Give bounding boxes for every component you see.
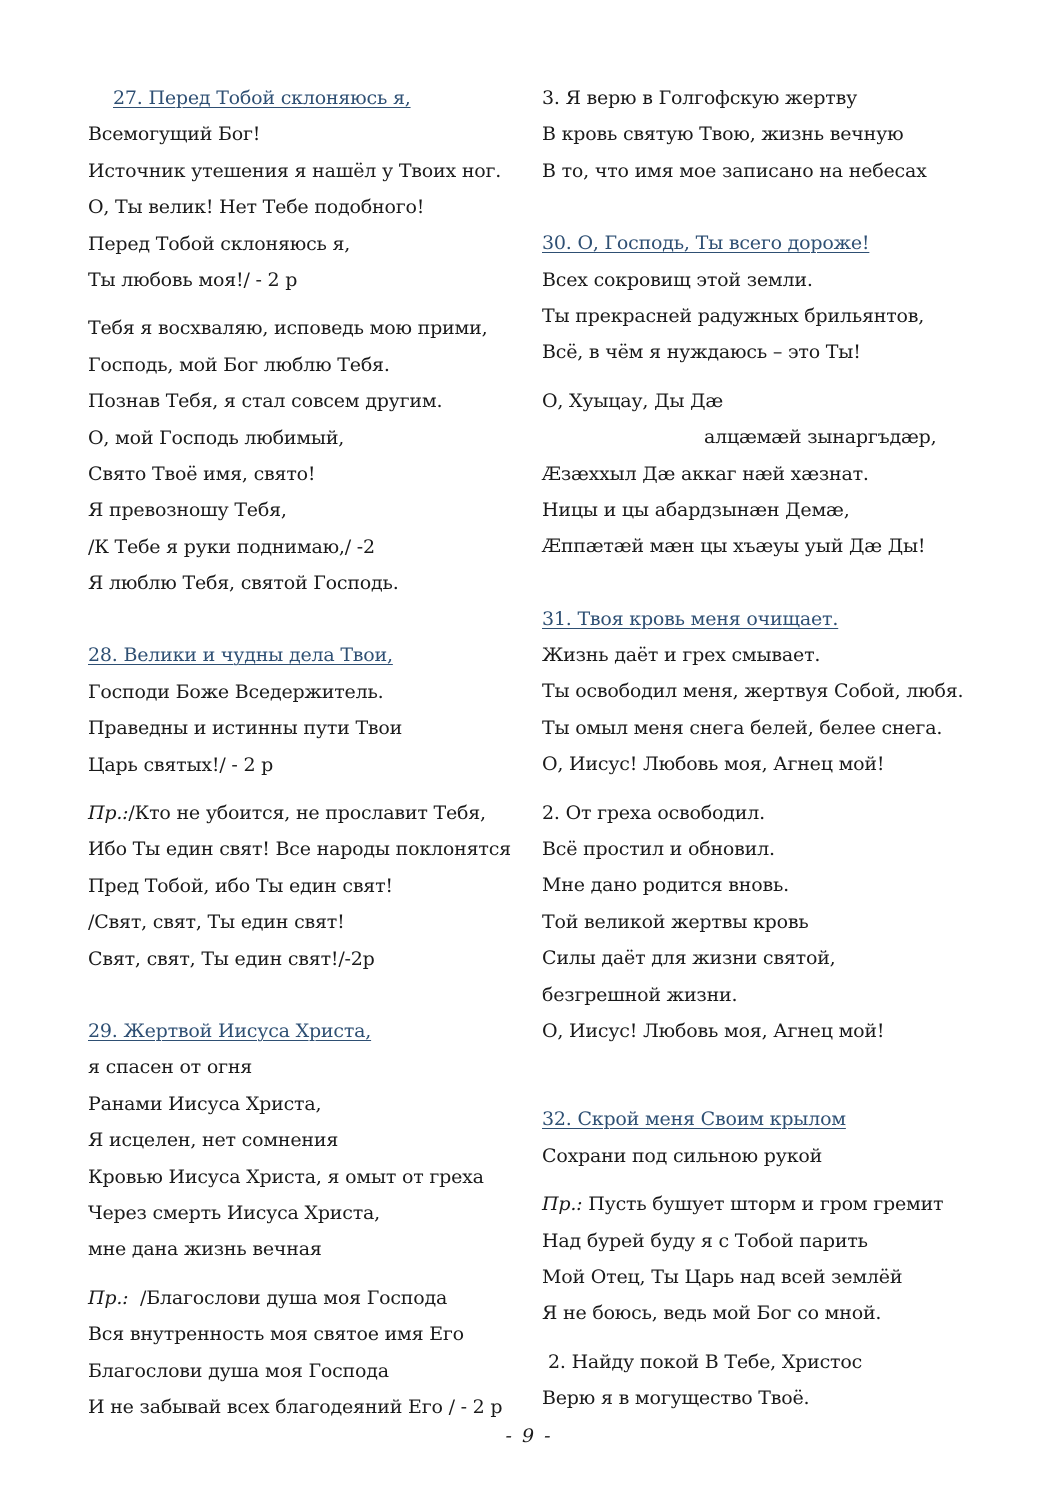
song-28-line: Господи Боже Вседержитель. — [88, 680, 384, 703]
song-28-chorus-line: /Свят, свят, Ты един свят! — [88, 911, 345, 934]
song-27-line: Свято Твоё имя, свято! — [88, 462, 316, 485]
song-32-line: Сохрани под сильною рукой — [542, 1144, 823, 1167]
song-29-chorus-line: Благослови душа моя Господа — [88, 1359, 389, 1382]
song-28-chorus-line — [88, 795, 528, 831]
song-31-line: 2. От греха освободил. — [542, 801, 765, 824]
chorus-text: /Благослови душа моя Господа — [128, 1286, 448, 1309]
song-31-line: Той великой жертвы кровь — [542, 910, 809, 933]
song-29-line: Через смерть Иисуса Христа, — [88, 1201, 380, 1224]
song-31-title: 31. Твоя кровь меня очищает. — [542, 607, 839, 630]
song-29-verse3-line: В кровь святую Твою, жизнь вечную — [542, 123, 904, 146]
song-29-chorus-line: Вся внутренность моя святое имя Его — [88, 1323, 464, 1346]
song-27-line: Ты любовь моя!/ - 2 р — [88, 268, 298, 291]
song-28-chorus-line: Ибо Ты един свят! Все народы поклонятся — [88, 838, 511, 861]
song-27-line: Я люблю Тебя, святой Господь. — [88, 572, 399, 595]
song-30-line: Всех сокровищ этой земли. — [542, 268, 813, 291]
song-31-line: Всё простил и обновил. — [542, 838, 775, 861]
song-29-chorus-line: И не забывай всех благодеяний Его / - 2 р — [88, 1395, 503, 1418]
song-29-verse3-line: 3. Я верю в Голгофскую жертву — [542, 87, 858, 109]
chorus-label: Пр.: — [542, 1193, 583, 1216]
song-27-line: Перед Тобой склоняюсь я, — [88, 232, 351, 255]
song-32-chorus-line — [542, 1186, 1042, 1222]
song-29-line: Я исцелен, нет сомнения — [88, 1129, 339, 1152]
chorus-label: Пр.: — [88, 802, 129, 825]
song-29-line: Ранами Иисуса Христа, — [88, 1092, 322, 1115]
right-column — [542, 80, 1042, 1417]
song-28-line: Царь святых!/ - 2 р — [88, 753, 274, 776]
song-27-title: 27. Перед Тобой склоняюсь я, — [113, 87, 411, 109]
song-30-line: Æзæххыл Дæ аккаг нæй хæзнат. — [542, 462, 869, 485]
song-27-line: Источник утешения я нашёл у Твоих ног. — [88, 159, 502, 182]
song-28-chorus-line: Свят, свят, Ты един свят!/-2р — [88, 947, 375, 970]
song-32-line: 2. Найду покой В Тебе, Христос — [548, 1350, 863, 1373]
song-27-line: Познав Тебя, я стал совсем другим. — [88, 390, 443, 413]
song-31-line: Мне дано родится вновь. — [542, 874, 789, 897]
song-30-title: 30. О, Господь, Ты всего дороже! — [542, 232, 870, 255]
song-32-line: Верю я в могущество Твоё. — [542, 1387, 810, 1410]
song-27-line: О, мой Господь любимый, — [88, 426, 345, 449]
song-32-title: 32. Скрой меня Своим крылом — [542, 1108, 846, 1131]
song-29-line: я спасен от огня — [88, 1056, 253, 1079]
song-30-line: Ты прекрасней радужных брильянтов, — [542, 304, 925, 327]
song-32-chorus-line: Я не боюсь, ведь мой Бог со мной. — [542, 1302, 882, 1325]
song-32-chorus-line: Над бурей буду я с Тобой парить — [542, 1229, 868, 1252]
song-31-line: Ты омыл меня снега белей, белее снега. — [542, 716, 943, 739]
song-28-title: 28. Велики и чудны дела Твои, — [88, 644, 393, 667]
song-29-chorus-line — [88, 1280, 528, 1316]
song-27-line: Всемогущий Бог! — [88, 123, 261, 146]
song-32-chorus-line: Мой Отец, Ты Царь над всей землёй — [542, 1265, 903, 1288]
page-number: - 9 - — [505, 1425, 553, 1447]
song-30-line: О, Хуыцау, Ды Дæ — [542, 389, 724, 412]
song-29-verse3-line: В то, что имя мое записано на небесах — [542, 159, 927, 182]
song-27-line: О, Ты велик! Нет Тебе подобного! — [88, 196, 425, 219]
song-27-line: Тебя я восхваляю, исповедь мою прими, — [88, 317, 488, 340]
song-27-line: /К Тебе я руки поднимаю,/ -2 — [88, 535, 375, 558]
song-30-line: Всё, в чём я нуждаюсь – это Ты! — [542, 341, 861, 364]
song-27-line: Господь, мой Бог люблю Тебя. — [88, 353, 390, 376]
song-30-line: Æппæтæй мæн цы хъæуы уый Дæ Ды! — [542, 535, 926, 558]
song-31-line: Ты освободил меня, жертвуя Собой, любя. — [542, 680, 964, 703]
song-31-line: О, Иисус! Любовь моя, Агнец мой! — [542, 753, 885, 776]
song-31-line: Силы даёт для жизни святой, — [542, 947, 836, 970]
song-30-line: алцæмæй зынаргъдæр, — [704, 426, 937, 449]
song-28-line: Праведны и истинны пути Твои — [88, 717, 403, 740]
song-30-line: Ницы и цы абардзынæн Демæ, — [542, 498, 850, 521]
song-27-line: Я превозношу Тебя, — [88, 499, 287, 522]
chorus-label: Пр.: — [88, 1286, 129, 1309]
song-29-line: мне дана жизнь вечная — [88, 1238, 322, 1261]
song-31-line: безгрешной жизни. — [542, 983, 738, 1006]
song-29-title: 29. Жертвой Иисуса Христа, — [88, 1019, 372, 1042]
chorus-text: Пусть бушует шторм и гром гремит — [582, 1193, 944, 1216]
song-28-chorus-line: Пред Тобой, ибо Ты един свят! — [88, 874, 393, 897]
song-31-line: О, Иисус! Любовь моя, Агнец мой! — [542, 1019, 885, 1042]
song-29-line: Кровью Иисуса Христа, я омыт от греха — [88, 1165, 484, 1188]
song-31-line: Жизнь даёт и грех смывает. — [542, 644, 821, 667]
chorus-text: /Кто не убоится, не прославит Тебя, — [128, 802, 486, 825]
left-column — [88, 80, 528, 1425]
